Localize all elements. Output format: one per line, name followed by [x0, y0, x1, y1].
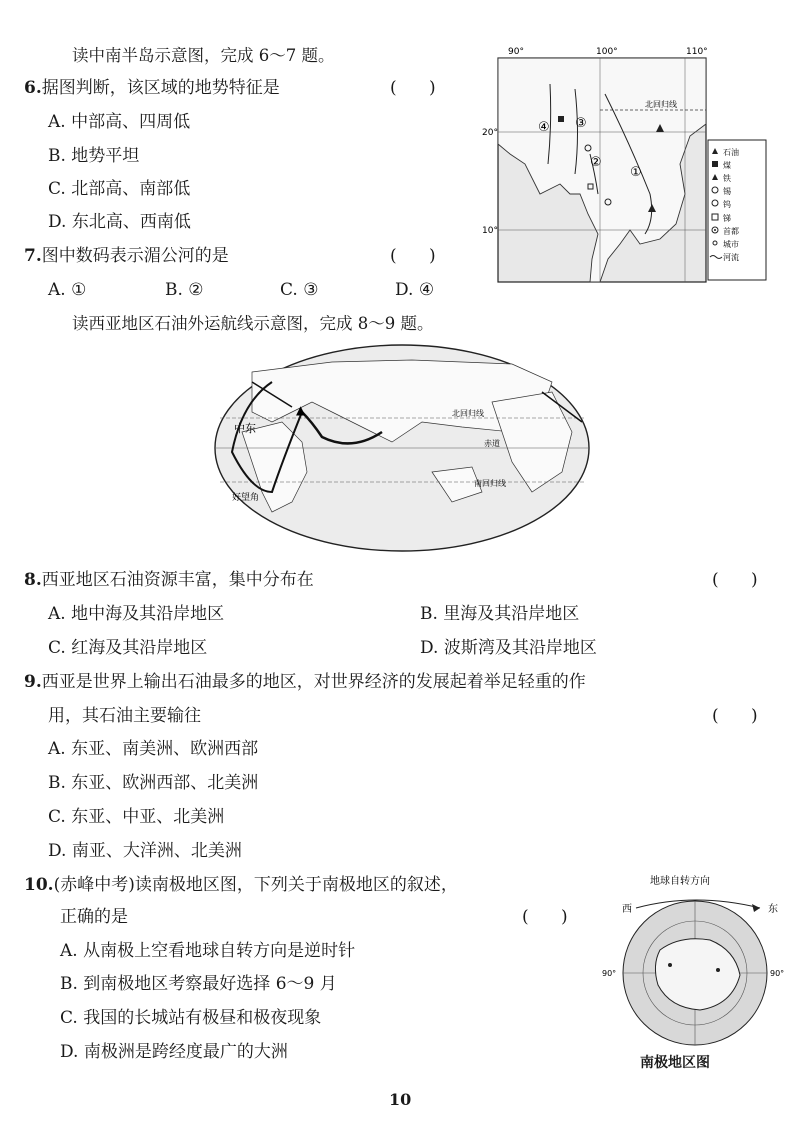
- intro-text-2: 读西亚地区石油外运航线示意图，完成 8～9 题。: [72, 314, 434, 333]
- question-number: 10.: [24, 875, 54, 895]
- legend-label: 锡: [723, 187, 731, 196]
- question-text: (赤峰中考)读南极地区图，下列关于南极地区的叙述，: [53, 875, 458, 895]
- option-a: A. ①: [48, 280, 87, 300]
- map-legend: [710, 147, 739, 262]
- lat-label: 10°: [482, 226, 498, 236]
- question-number: 9.: [24, 672, 42, 692]
- legend-label: 煤: [723, 161, 731, 170]
- option-c: C. 东亚、中亚、北美洲: [48, 807, 225, 827]
- option-d: D. 波斯湾及其沿岸地区: [420, 638, 597, 658]
- page-number: 10: [389, 1090, 412, 1109]
- question-6-stem: [24, 77, 280, 99]
- lon-label: 110°: [686, 47, 708, 57]
- question-text: 图中数码表示湄公河的是: [41, 246, 229, 266]
- question-text: 西亚是世界上输出石油最多的地区，对世界经济的发展起着举足轻重的作: [41, 672, 586, 692]
- question-9-stem-line2: 用，其石油主要输往: [48, 706, 201, 726]
- oil-symbol: ▲: [296, 403, 306, 417]
- option-c: C. 北部高、南部低: [48, 179, 191, 199]
- question-9-stem: [24, 671, 586, 693]
- option-a: A. 中部高、四周低: [48, 112, 191, 132]
- question-10-stem: [24, 874, 458, 896]
- lon-label: 90°: [602, 969, 617, 978]
- answer-blank[interactable]: ( ): [390, 246, 436, 266]
- oil-route-map: [212, 342, 592, 554]
- option-c: C. ③: [280, 280, 319, 300]
- map-label: 南回归线: [474, 479, 506, 488]
- question-10-stem-line2: 正确的是: [60, 907, 128, 927]
- legend-label: 石油: [723, 148, 739, 157]
- answer-blank[interactable]: ( ): [522, 907, 568, 927]
- question-8-stem: [24, 569, 314, 591]
- map-title: 地球自转方向: [650, 876, 710, 887]
- direction-west: 西: [622, 904, 632, 915]
- map-label: 中东: [234, 422, 256, 435]
- question-text: 西亚地区石油资源丰富，集中分布在: [41, 570, 314, 590]
- lon-label: 100°: [596, 47, 618, 57]
- map-label: 好望角: [232, 493, 260, 503]
- option-d: D. ④: [395, 280, 435, 300]
- answer-blank[interactable]: ( ): [390, 78, 436, 98]
- lat-label: 20°: [482, 128, 498, 138]
- option-c: C. 红海及其沿岸地区: [48, 638, 208, 658]
- figure-caption: 南极地区图: [640, 1055, 710, 1071]
- legend-label: 锑: [723, 214, 731, 223]
- option-b: B. 东亚、欧洲西部、北美洲: [48, 773, 259, 793]
- answer-blank[interactable]: ( ): [712, 570, 758, 590]
- option-a: A. 东亚、南美洲、欧洲西部: [48, 739, 259, 759]
- legend-label: 钨: [723, 200, 731, 209]
- option-d: D. 东北高、西南低: [48, 212, 191, 232]
- question-number: 7.: [24, 246, 42, 266]
- river-number: ①: [630, 165, 642, 180]
- option-b: B. ②: [165, 280, 204, 300]
- option-c: C. 我国的长城站有极昼和极夜现象: [60, 1008, 322, 1028]
- map-label: 赤道: [484, 439, 500, 448]
- answer-blank[interactable]: ( ): [712, 706, 758, 726]
- question-7-stem: [24, 245, 229, 267]
- direction-east: 东: [768, 904, 778, 915]
- question-text: 据图判断，该区域的地势特征是: [41, 78, 280, 98]
- option-a: A. 从南极上空看地球自转方向是逆时针: [60, 941, 356, 961]
- option-b: B. 里海及其沿岸地区: [420, 604, 580, 624]
- river-number: ④: [538, 120, 550, 135]
- question-number: 8.: [24, 570, 42, 590]
- option-d: D. 南亚、大洋洲、北美洲: [48, 841, 242, 861]
- tropic-label: 北回归线: [645, 100, 677, 109]
- legend-label: 河流: [723, 253, 739, 262]
- antarctic-map: [600, 870, 790, 1050]
- lon-label: 90°: [770, 969, 785, 978]
- legend-label: 城市: [723, 240, 739, 249]
- river-number: ②: [590, 155, 602, 170]
- option-d: D. 南极洲是跨经度最广的大洲: [60, 1042, 288, 1062]
- river-number: ③: [575, 116, 587, 131]
- legend-label: 首都: [723, 227, 739, 236]
- map-label: 北回归线: [452, 409, 484, 418]
- indochina-map: [480, 44, 770, 286]
- lon-label: 90°: [508, 47, 524, 57]
- question-number: 6.: [24, 78, 42, 98]
- option-b: B. 地势平坦: [48, 146, 140, 166]
- option-b: B. 到南极地区考察最好选择 6～9 月: [60, 974, 337, 994]
- intro-text-1: 读中南半岛示意图，完成 6～7 题。: [72, 46, 335, 65]
- option-a: A. 地中海及其沿岸地区: [48, 604, 225, 624]
- legend-label: 铁: [723, 174, 731, 183]
